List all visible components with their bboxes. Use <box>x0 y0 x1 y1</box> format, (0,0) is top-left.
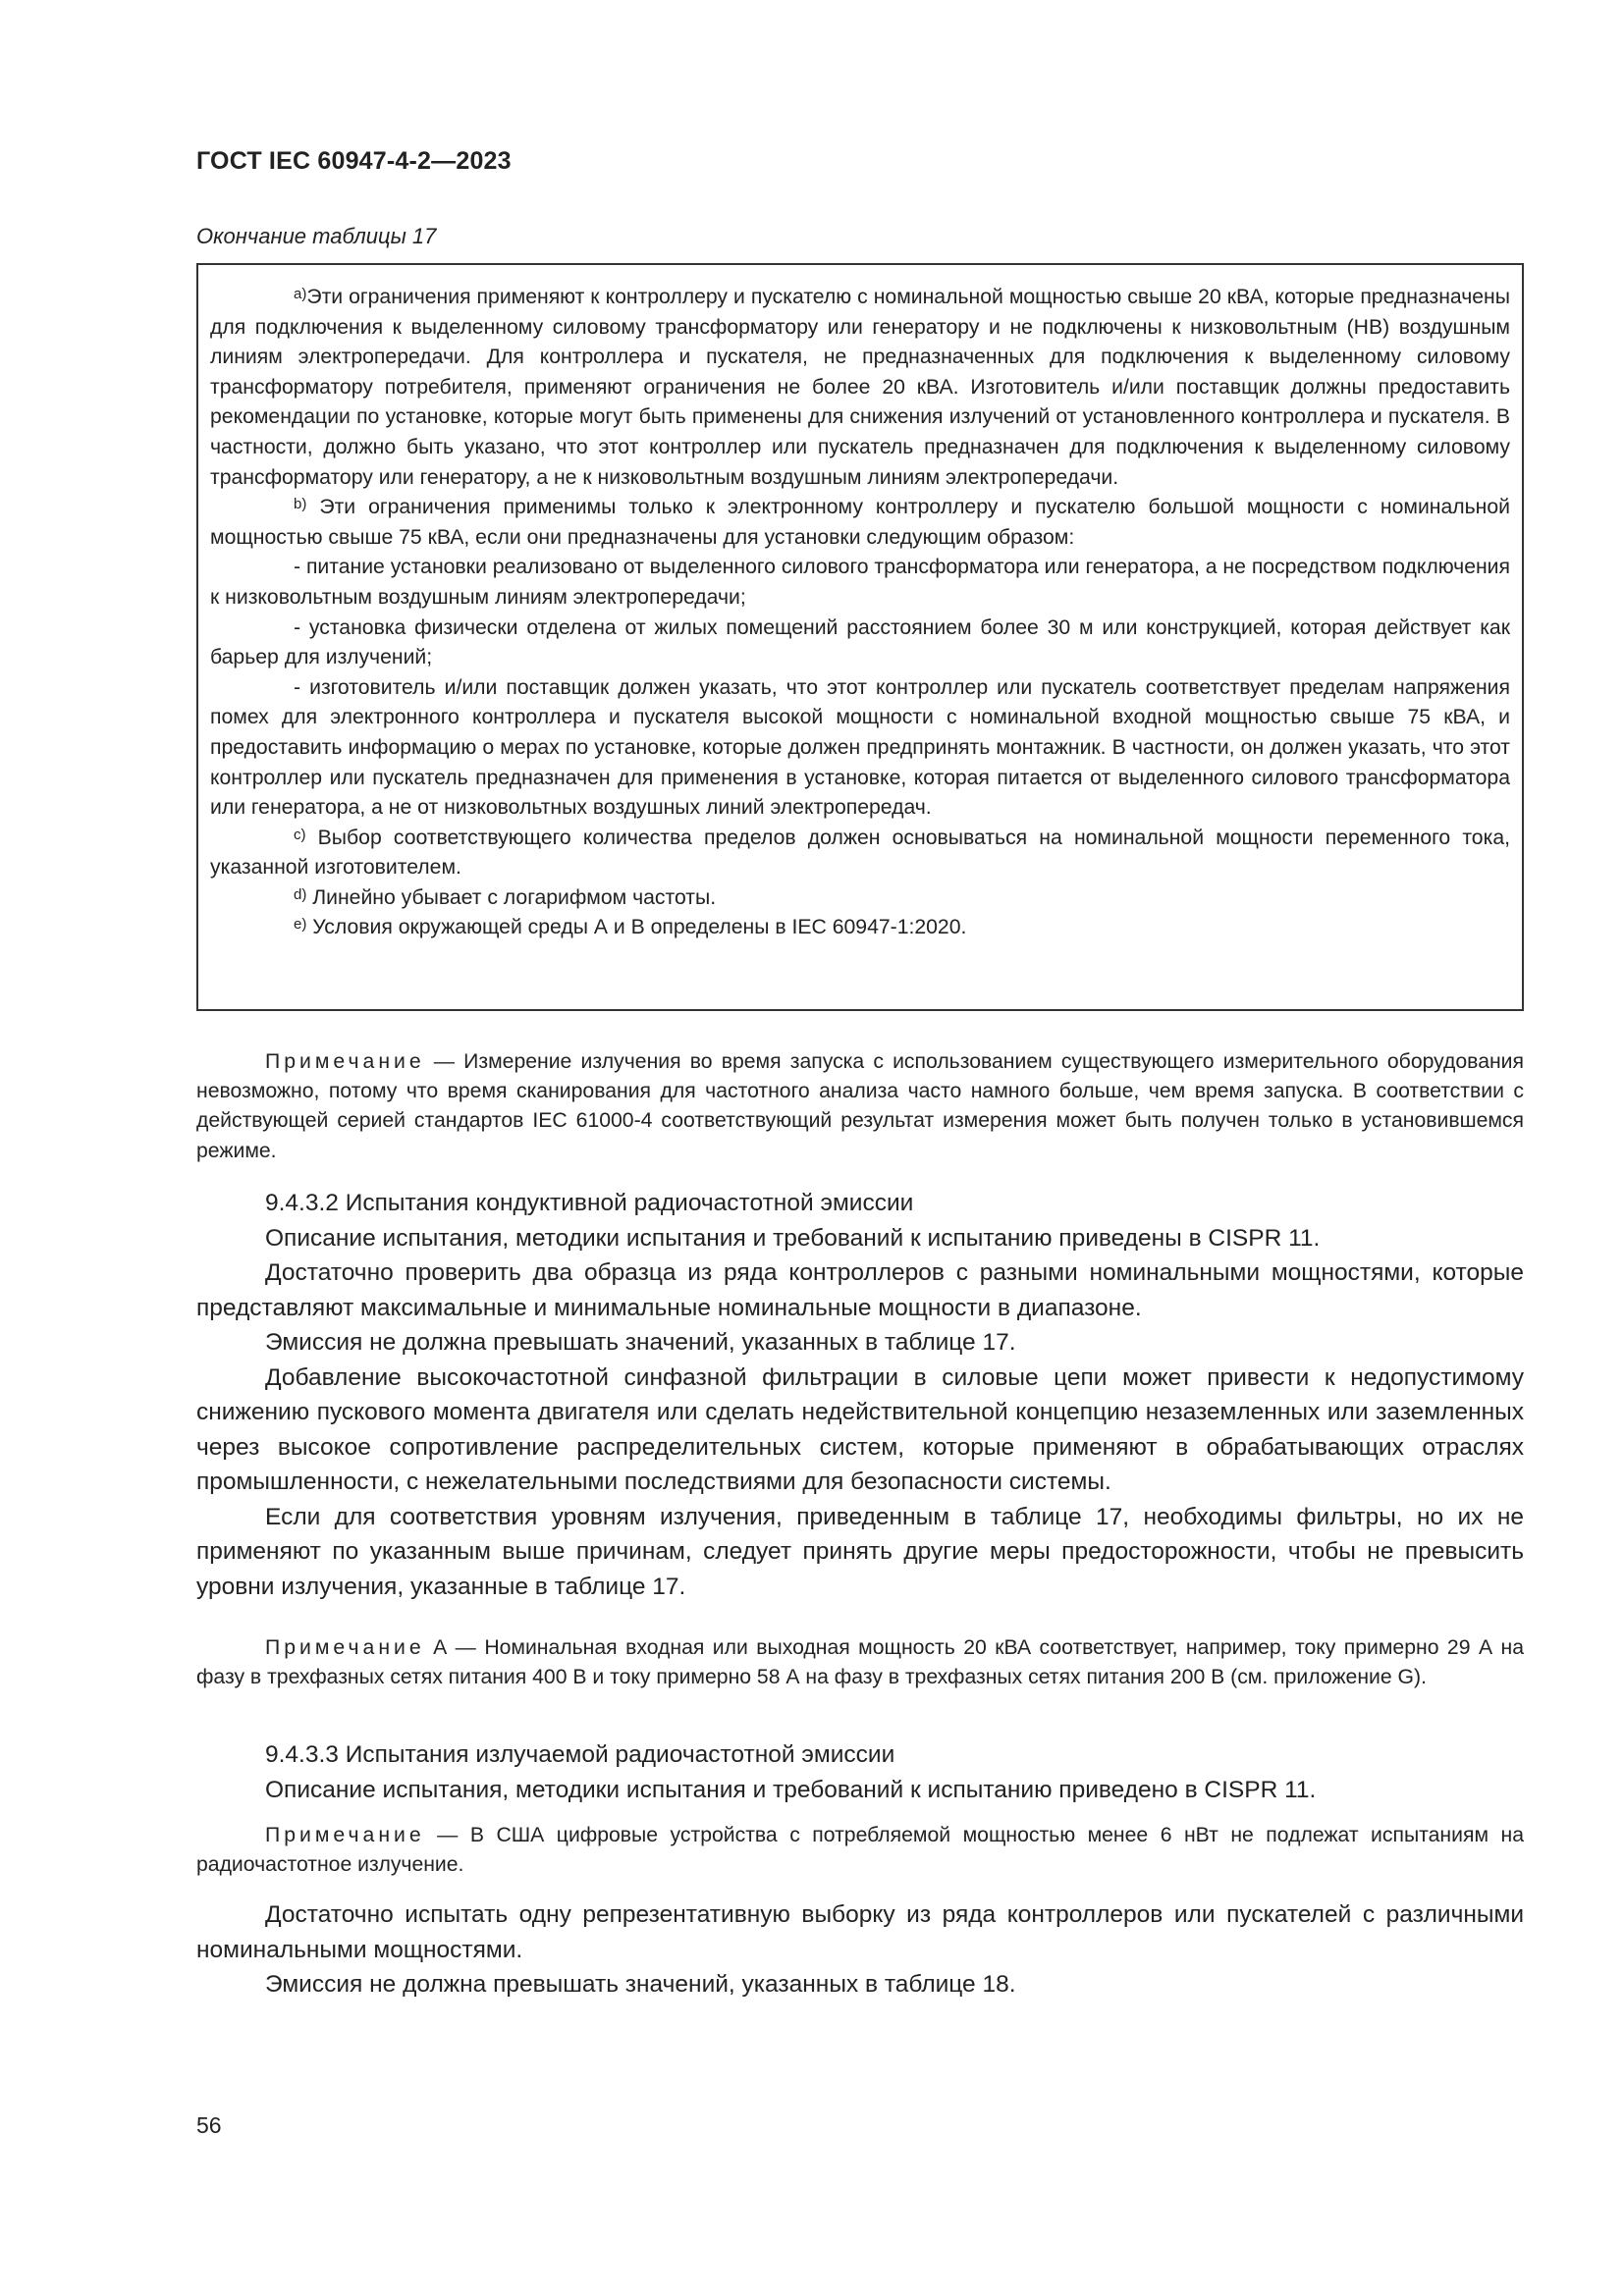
page-number: 56 <box>196 2112 222 2138</box>
paragraph: Достаточно проверить два образца из ряда контроллеров с разными номинальными мощностями, которые представляют максимальные и минимальные номинальные мощности в диапазоне. <box>196 1259 1524 1321</box>
table-footnotes <box>196 263 1524 1011</box>
footnote-d: $^{d)}$ Линейно убывает с логарифмом частоты. <box>294 885 717 909</box>
section-heading: 9.4.3.3 Испытания излучаемой радиочастотной эмиссии <box>265 1741 895 1768</box>
paragraph: Достаточно испытать одну репрезентативную выборку из ряда контроллеров или пускателей с различными номинальными мощностями. <box>196 1901 1524 1963</box>
note-a-power: Примечание А — Номинальная входная или выходная мощность 20 кВА соответствует, например, току примерно 29 А на фазу в трехфазных сетях питания 400 В и току примерно 58 А на фазу в трехфазных сетях питания 200 В (см. приложение G). <box>196 1636 1525 1689</box>
paragraph: Эмиссия не должна превышать значений, указанных в таблице 18. <box>265 1971 1016 1998</box>
section-9-4-3-3 <box>196 1737 1524 1807</box>
paragraph: Эмиссия не должна превышать значений, указанных в таблице 17. <box>265 1329 1016 1356</box>
document-code: ГОСТ IEC 60947-4-2—2023 <box>196 147 512 175</box>
footnote-b-item: - изготовитель и/или поставщик должен указать, что этот контроллер или пускатель соответствует пределам напряжения помех для электронного контроллера и пускателя высокой мощности с номинальной входной мощностью свыше 75 кВА, и предоставить информацию о мерах по установке, которые должен предпринять монтажник. В частности, он должен указать, что этот контроллер или пускатель предназначен для применения в установке, которая питается от выделенного силового трансформатора или генератора, а не от низковольтных воздушных линий электропередач. <box>210 675 1510 820</box>
paragraph: Описание испытания, методики испытания и требований к испытанию приведено в CISPR 11. <box>265 1776 1317 1803</box>
footnote-b-item: - питание установки реализовано от выделенного силового трансформатора или генератора, а не посредством подключения к низковольтным воздушным линиям электропередачи; <box>210 556 1510 609</box>
footnote-e: $^{e)}$ Условия окружающей среды А и В определены в IEC 60947-1:2020. <box>294 916 967 939</box>
section-heading: 9.4.3.2 Испытания кондуктивной радиочастотной эмиссии <box>265 1190 914 1216</box>
paragraph: Добавление высокочастотной синфазной фильтрации в силовые цепи может привести к недопустимому снижению пускового момента двигателя или сделать недействительной концепцию незаземленных или заземленных через высокое сопротивление распределительных систем, которые применяют в обрабатывающих отраслях промышленности, с нежелательными последствиями для безопасности системы. <box>196 1363 1524 1495</box>
table-caption: Окончание таблицы 17 <box>196 224 437 248</box>
footnote-b-item: - установка физически отделена от жилых помещений расстоянием более 30 м или конструкцией, которая действует как барьер для излучений; <box>210 615 1510 669</box>
note-label: Примечание <box>265 1824 425 1846</box>
footnote-c: $^{c)}$ Выбор соответствующего количества пределов должен основываться на номинальной мощности переменного тока, указанной изготовителем. <box>210 826 1510 880</box>
paragraph: Если для соответствия уровням излучения, приведенным в таблице 17, необходимы фильтры, но их не применяют по указанным выше причинам, следует принять другие меры предосторожности, чтобы не превысить уровни излучения, указанные в таблице 17. <box>196 1503 1524 1600</box>
footnote-a: $^{а)}$Эти ограничения применяют к контроллеру и пускателю с номинальной мощностью свыше 20 кВА, которые предназначены для подключения к выделенному силовому трансформатору или генератору и не подключены к низковольтным (НВ) воздушным линиям электропередачи. Для контроллера и пускателя, не предназначенных для подключения к выделенному силовому трансформатору потребителя, применяют ограничения не более 20 кВА. Изготовитель и/или поставщик должны предоставить рекомендации по установке, которые могут быть применены для снижения излучений от установленного контроллера и пускателя. В частности, должно быть указано, что этот контроллер или пускатель предназначен для подключения к выделенному силовому трансформатору или генератору, а не к низковольтным воздушным линиям электропередачи. <box>210 286 1510 489</box>
note-label: Примечание <box>265 1636 425 1659</box>
note-label: Примечание <box>265 1050 425 1073</box>
final-paragraphs <box>196 1897 1524 2002</box>
note-measurement: Примечание — Измерение излучения во время запуска с использованием существующего измерительного оборудования невозможно, потому что время сканирования для частотного анализа часто намного больше, чем время запуска. В соответствии с действующей серией стандартов IEC 61000-4 соответствующий результат измерения может быть получен только в установившемся режиме. <box>196 1050 1524 1162</box>
paragraph: Описание испытания, методики испытания и требований к испытанию приведены в CISPR 11. <box>265 1224 1321 1252</box>
footnote-b: $^{b)}$ Эти ограничения применимы только к электронному контроллеру и пускателю большой мощности с номинальной мощностью свыше 75 кВА, если они предназначены для установки следующим образом: <box>210 496 1510 549</box>
section-9-4-3-2 <box>196 1186 1524 1604</box>
note-usa: Примечание — В США цифровые устройства с потребляемой мощностью менее 6 нВт не подлежат испытаниям на радиочастотное излучение. <box>196 1824 1524 1877</box>
